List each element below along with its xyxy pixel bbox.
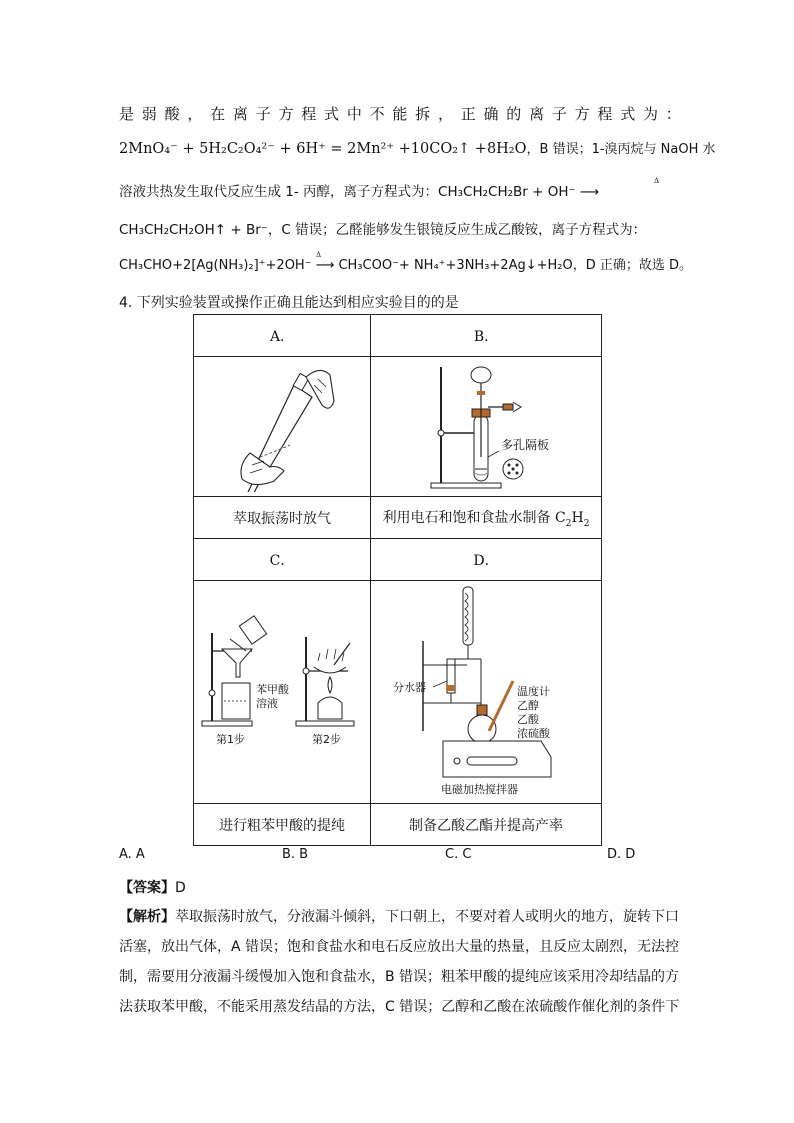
permanganate-equation: 2MnO₄⁻ + 5H₂C₂O₄²⁻ + 6H⁺ = 2Mn²⁺ +10CO₂↑ +8H₂O	[119, 141, 527, 157]
glass-rod	[334, 643, 350, 665]
step-2-label: 第2步	[312, 733, 341, 746]
answer-line	[119, 877, 186, 897]
intro-char: 离	[232, 105, 248, 123]
caption-b: 利用电石和饱和食盐水制备 $C_2H_2$	[371, 497, 602, 539]
intro-char: 程	[597, 105, 613, 123]
analysis-line-3: 制，需要用分液漏斗缓慢加入饱和食盐水，B 错误；粗苯甲酸的提纯应该采用冷却结晶的方	[119, 969, 680, 985]
intro-line-3: 溶液共热发生取代反应生成 1- 丙醇，离子方程式为：CH₃CH₂CH₂Br + OH⁻ ⟶	[119, 184, 600, 200]
separator-label: 分水器	[393, 681, 426, 694]
ethanol-label: 乙醇	[517, 699, 539, 712]
question-stem: 4. 下列实验装置或操作正确且能达到相应实验目的的是	[119, 295, 459, 311]
analysis-line-2: 活塞，放出气体，A 错误；饱和食盐水和电石反应放出大量的热量，且反应太剧烈，无法控	[119, 939, 680, 955]
choice-c[interactable]: C. C	[445, 847, 472, 862]
pouring-beaker	[239, 616, 266, 644]
intro-char: 子	[255, 105, 271, 123]
header-d: D．	[371, 539, 602, 581]
figure-a	[194, 357, 371, 497]
intro-char: 弱	[141, 105, 157, 123]
intro-char: 酸	[164, 105, 180, 123]
porous-plate-label: 多孔隔板	[501, 438, 550, 452]
intro-char: 式	[324, 105, 340, 123]
intro-char: 子	[551, 105, 567, 123]
caption-c: 进行粗苯甲酸的提纯	[194, 804, 371, 846]
benzoic-acid-purification-figure	[194, 581, 370, 799]
intro-char: 正	[460, 105, 476, 123]
evaporating-dish	[314, 667, 346, 673]
intro-char: 的	[506, 105, 522, 123]
intro-char: 式	[620, 105, 636, 123]
caption-d: 制备乙酸乙酯并提高产率	[371, 804, 602, 846]
header-c: C．	[194, 539, 371, 581]
solution-label-2: 溶液	[256, 697, 278, 710]
figure-d	[371, 581, 602, 804]
heat-symbol-2: Δ	[316, 251, 322, 259]
analysis-line-1: 【解析】萃取振荡时放气，分液漏斗倾斜，下口朝上，不要对着人或明火的地方，旋转下口	[119, 909, 679, 925]
analysis-paragraph	[119, 902, 681, 1022]
header-b: B．	[371, 315, 602, 357]
choice-a[interactable]: A. A	[119, 847, 145, 862]
intro-char: 方	[278, 105, 294, 123]
thermometer-label: 温度计	[517, 685, 550, 698]
sulfuric-acid-label: 浓硫酸	[517, 727, 550, 740]
dropping-funnel	[471, 367, 491, 383]
figure-c	[194, 581, 371, 804]
intro-char: ，	[437, 105, 453, 123]
intro-char: 程	[301, 105, 317, 123]
intro-char: 拆	[415, 105, 431, 123]
intro-line-2	[119, 138, 716, 157]
kipp-apparatus-figure	[371, 357, 601, 492]
stirrer-label: 电磁加热搅拌器	[441, 783, 518, 796]
choice-d[interactable]: D. D	[607, 847, 636, 862]
answer-value: D	[175, 880, 186, 896]
vapor-lines	[318, 649, 344, 661]
heat-symbol-1: Δ	[654, 177, 660, 185]
upper-hand	[306, 370, 334, 408]
header-a: A．	[194, 315, 371, 357]
separatory-funnel-figure	[194, 357, 370, 492]
intro-char: 在	[210, 105, 226, 123]
figure-b	[371, 357, 602, 497]
caption-a: 萃取振荡时放气	[194, 497, 371, 539]
round-bottom-flask	[468, 715, 496, 743]
intro-char: 是	[119, 105, 135, 123]
answer-label: 【答案】	[119, 880, 175, 896]
intro-line-4: CH₃CH₂CH₂OH↑ + Br⁻，C 错误；乙醛能够发生银镜反应生成乙酸铵，离子方程式为：	[119, 222, 647, 238]
intro-char: 能	[392, 105, 408, 123]
intro-char: 离	[529, 105, 545, 123]
stand-base	[431, 483, 501, 488]
intro-char: 方	[574, 105, 590, 123]
intro-char: ，	[187, 105, 203, 123]
choice-b[interactable]: B. B	[282, 847, 309, 862]
intro-line-2-rest: ，B 错误；1-溴丙烷与 NaOH 水	[526, 142, 716, 157]
step-1-label: 第1步	[216, 733, 245, 746]
flame	[328, 677, 332, 693]
acetic-acid-label: 乙酸	[517, 713, 539, 726]
solution-label-1: 苯甲酸	[256, 683, 289, 696]
thermometer	[489, 681, 513, 731]
intro-char: 中	[346, 105, 362, 123]
intro-char: 为	[642, 105, 658, 123]
alcohol-lamp	[318, 697, 342, 719]
analysis-line-4: 法获取苯甲酸，不能采用蒸发结晶的方法，C 错误；乙醇和乙酸在浓硫酸作催化剂的条件下	[119, 999, 680, 1015]
analysis-label: 【解析】	[119, 909, 175, 925]
intro-line-5: CH₃CHO+2[Ag(NH₃)₂]⁺+2OH⁻ ⟶ CH₃COO⁻+ NH₄⁺+3NH₃+2Ag↓+H₂O，D 正确；故选 D。	[119, 258, 693, 273]
intro-line-1	[119, 103, 681, 124]
intro-char: 不	[369, 105, 385, 123]
filter-funnel	[222, 649, 252, 677]
intro-char: 确	[483, 105, 499, 123]
ethyl-acetate-apparatus-figure	[371, 581, 601, 799]
intro-char: ：	[665, 105, 681, 123]
options-table	[193, 314, 602, 846]
